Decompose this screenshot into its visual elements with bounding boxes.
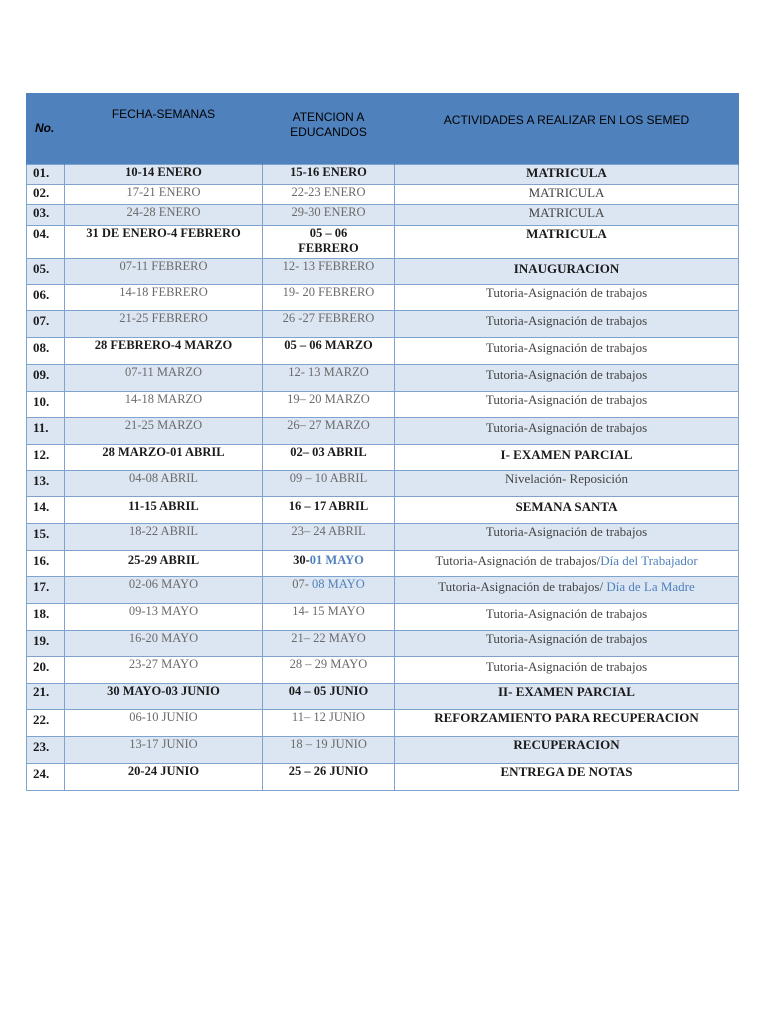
table-row: [27, 392, 739, 418]
row-fecha: 21-25 FEBRERO: [65, 311, 263, 338]
row-fecha: 30 MAYO-03 JUNIO: [65, 684, 263, 710]
row-atencion: 22-23 ENERO: [263, 185, 395, 205]
row-actividad: SEMANA SANTA: [395, 497, 739, 524]
row-number: 21.: [27, 684, 65, 710]
row-atencion: 05 – 06 MARZO: [263, 338, 395, 365]
row-number: 14.: [27, 497, 65, 524]
row-actividad: ENTREGA DE NOTAS: [395, 764, 739, 791]
row-atencion: 14- 15 MAYO: [263, 604, 395, 631]
row-atencion: 09 – 10 ABRIL: [263, 471, 395, 497]
row-atencion: 26– 27 MARZO: [263, 418, 395, 445]
table-row: [27, 311, 739, 338]
row-fecha: 28 MARZO-01 ABRIL: [65, 445, 263, 471]
header-fecha-semanas: FECHA-SEMANAS: [65, 93, 263, 165]
row-atencion: 28 – 29 MAYO: [263, 657, 395, 684]
row-fecha: 31 DE ENERO-4 FEBRERO: [65, 226, 263, 259]
row-actividad: Tutoria-Asignación de trabajos: [395, 338, 739, 365]
row-number: 20.: [27, 657, 65, 684]
row-number: 19.: [27, 631, 65, 657]
row-atencion: [263, 577, 395, 604]
row-atencion: 16 – 17 ABRIL: [263, 497, 395, 524]
row-fecha: 24-28 ENERO: [65, 205, 263, 226]
activities-calendar-table: [26, 93, 739, 791]
row-actividad: MATRICULA: [395, 205, 739, 226]
row-atencion-part-a: 30-: [293, 553, 310, 567]
row-actividad: Nivelación- Reposición: [395, 471, 739, 497]
row-fecha: 21-25 MARZO: [65, 418, 263, 445]
row-fecha: 25-29 ABRIL: [65, 551, 263, 577]
table-row: [27, 497, 739, 524]
table-row: [27, 657, 739, 684]
table-row: [27, 365, 739, 392]
row-number: 12.: [27, 445, 65, 471]
row-number: 15.: [27, 524, 65, 551]
header-no: No.: [27, 93, 65, 165]
row-actividad: Tutoria-Asignación de trabajos: [395, 392, 739, 418]
header-atencion-line2: EDUCANDOS: [290, 125, 367, 139]
row-atencion: 15-16 ENERO: [263, 165, 395, 185]
row-actividad: Tutoria-Asignación de trabajos: [395, 631, 739, 657]
row-fecha: 23-27 MAYO: [65, 657, 263, 684]
row-actividad: I- EXAMEN PARCIAL: [395, 445, 739, 471]
row-number: 03.: [27, 205, 65, 226]
row-atencion: 11– 12 JUNIO: [263, 710, 395, 737]
row-number: 18.: [27, 604, 65, 631]
row-fecha: 18-22 ABRIL: [65, 524, 263, 551]
row-fecha: 09-13 MAYO: [65, 604, 263, 631]
row-number: 09.: [27, 365, 65, 392]
row-actividad-part-a: Tutoria-Asignación de trabajos/: [438, 579, 607, 594]
table-row: [27, 259, 739, 285]
row-atencion: 29-30 ENERO: [263, 205, 395, 226]
table-row: [27, 226, 739, 259]
table-row: [27, 418, 739, 445]
row-atencion-line2: FEBRERO: [298, 241, 359, 255]
row-actividad: MATRICULA: [395, 226, 739, 259]
row-actividad: [395, 577, 739, 604]
table-body: [27, 165, 739, 791]
row-actividad: Tutoria-Asignación de trabajos: [395, 311, 739, 338]
row-actividad-part-b: Día del Trabajador: [600, 553, 698, 568]
table-row: [27, 524, 739, 551]
row-number: 16.: [27, 551, 65, 577]
calendar-sheet: [26, 93, 739, 791]
row-atencion-part-b: 08 MAYO: [312, 577, 365, 591]
row-fecha: 14-18 MARZO: [65, 392, 263, 418]
row-atencion: 12- 13 FEBRERO: [263, 259, 395, 285]
row-number: 07.: [27, 311, 65, 338]
table-row: [27, 577, 739, 604]
row-atencion: 04 – 05 JUNIO: [263, 684, 395, 710]
row-atencion: [263, 226, 395, 259]
header-atencion-educandos: [263, 93, 395, 165]
row-atencion: [263, 551, 395, 577]
row-atencion: 23– 24 ABRIL: [263, 524, 395, 551]
table-row: [27, 338, 739, 365]
row-actividad: REFORZAMIENTO PARA RECUPERACION: [395, 710, 739, 737]
row-fecha: 17-21 ENERO: [65, 185, 263, 205]
table-row: [27, 551, 739, 577]
row-atencion-part-b: 01 MAYO: [309, 553, 364, 567]
row-fecha: 16-20 MAYO: [65, 631, 263, 657]
row-number: 22.: [27, 710, 65, 737]
table-row: [27, 631, 739, 657]
row-actividad: Tutoria-Asignación de trabajos: [395, 365, 739, 392]
row-atencion: 19- 20 FEBRERO: [263, 285, 395, 311]
table-row: [27, 445, 739, 471]
row-actividad-part-a: Tutoria-Asignación de trabajos/: [435, 553, 601, 568]
row-number: 01.: [27, 165, 65, 185]
row-actividad: [395, 551, 739, 577]
row-fecha: 20-24 JUNIO: [65, 764, 263, 791]
row-actividad: Tutoria-Asignación de trabajos: [395, 418, 739, 445]
row-fecha: 14-18 FEBRERO: [65, 285, 263, 311]
table-row: [27, 604, 739, 631]
row-number: 06.: [27, 285, 65, 311]
row-fecha: 11-15 ABRIL: [65, 497, 263, 524]
row-atencion: 02– 03 ABRIL: [263, 445, 395, 471]
row-actividad: Tutoria-Asignación de trabajos: [395, 524, 739, 551]
table-row: [27, 737, 739, 764]
header-row: [27, 93, 739, 165]
row-number: 24.: [27, 764, 65, 791]
row-number: 11.: [27, 418, 65, 445]
table-row: [27, 185, 739, 205]
row-actividad: MATRICULA: [395, 185, 739, 205]
header-actividades: ACTIVIDADES A REALIZAR EN LOS SEMED: [395, 93, 739, 165]
row-atencion-line1: 05 – 06: [309, 226, 348, 240]
table-header: [27, 93, 739, 165]
row-number: 10.: [27, 392, 65, 418]
row-fecha: 10-14 ENERO: [65, 165, 263, 185]
table-row: [27, 710, 739, 737]
row-fecha: 06-10 JUNIO: [65, 710, 263, 737]
row-actividad: II- EXAMEN PARCIAL: [395, 684, 739, 710]
row-atencion-part-a: 07-: [292, 577, 313, 591]
row-atencion: 25 – 26 JUNIO: [263, 764, 395, 791]
table-row: [27, 764, 739, 791]
header-atencion-line1: ATENCION A: [292, 110, 365, 124]
table-row: [27, 471, 739, 497]
row-actividad: RECUPERACION: [395, 737, 739, 764]
table-row: [27, 684, 739, 710]
row-number: 05.: [27, 259, 65, 285]
row-fecha: 28 FEBRERO-4 MARZO: [65, 338, 263, 365]
row-number: 23.: [27, 737, 65, 764]
table-row: [27, 285, 739, 311]
row-number: 17.: [27, 577, 65, 604]
row-atencion: 19– 20 MARZO: [263, 392, 395, 418]
row-atencion: 21– 22 MAYO: [263, 631, 395, 657]
table-row: [27, 165, 739, 185]
row-number: 02.: [27, 185, 65, 205]
row-actividad: MATRICULA: [395, 165, 739, 185]
row-fecha: 02-06 MAYO: [65, 577, 263, 604]
row-actividad-part-b: Día de La Madre: [606, 579, 695, 594]
row-fecha: 13-17 JUNIO: [65, 737, 263, 764]
row-number: 13.: [27, 471, 65, 497]
row-atencion: 12- 13 MARZO: [263, 365, 395, 392]
row-actividad: Tutoria-Asignación de trabajos: [395, 285, 739, 311]
row-actividad: INAUGURACION: [395, 259, 739, 285]
row-fecha: 07-11 FEBRERO: [65, 259, 263, 285]
row-atencion: 26 -27 FEBRERO: [263, 311, 395, 338]
table-row: [27, 205, 739, 226]
row-fecha: 04-08 ABRIL: [65, 471, 263, 497]
row-number: 08.: [27, 338, 65, 365]
row-fecha: 07-11 MARZO: [65, 365, 263, 392]
row-actividad: Tutoria-Asignación de trabajos: [395, 604, 739, 631]
row-atencion: 18 – 19 JUNIO: [263, 737, 395, 764]
row-number: 04.: [27, 226, 65, 259]
row-actividad: Tutoria-Asignación de trabajos: [395, 657, 739, 684]
